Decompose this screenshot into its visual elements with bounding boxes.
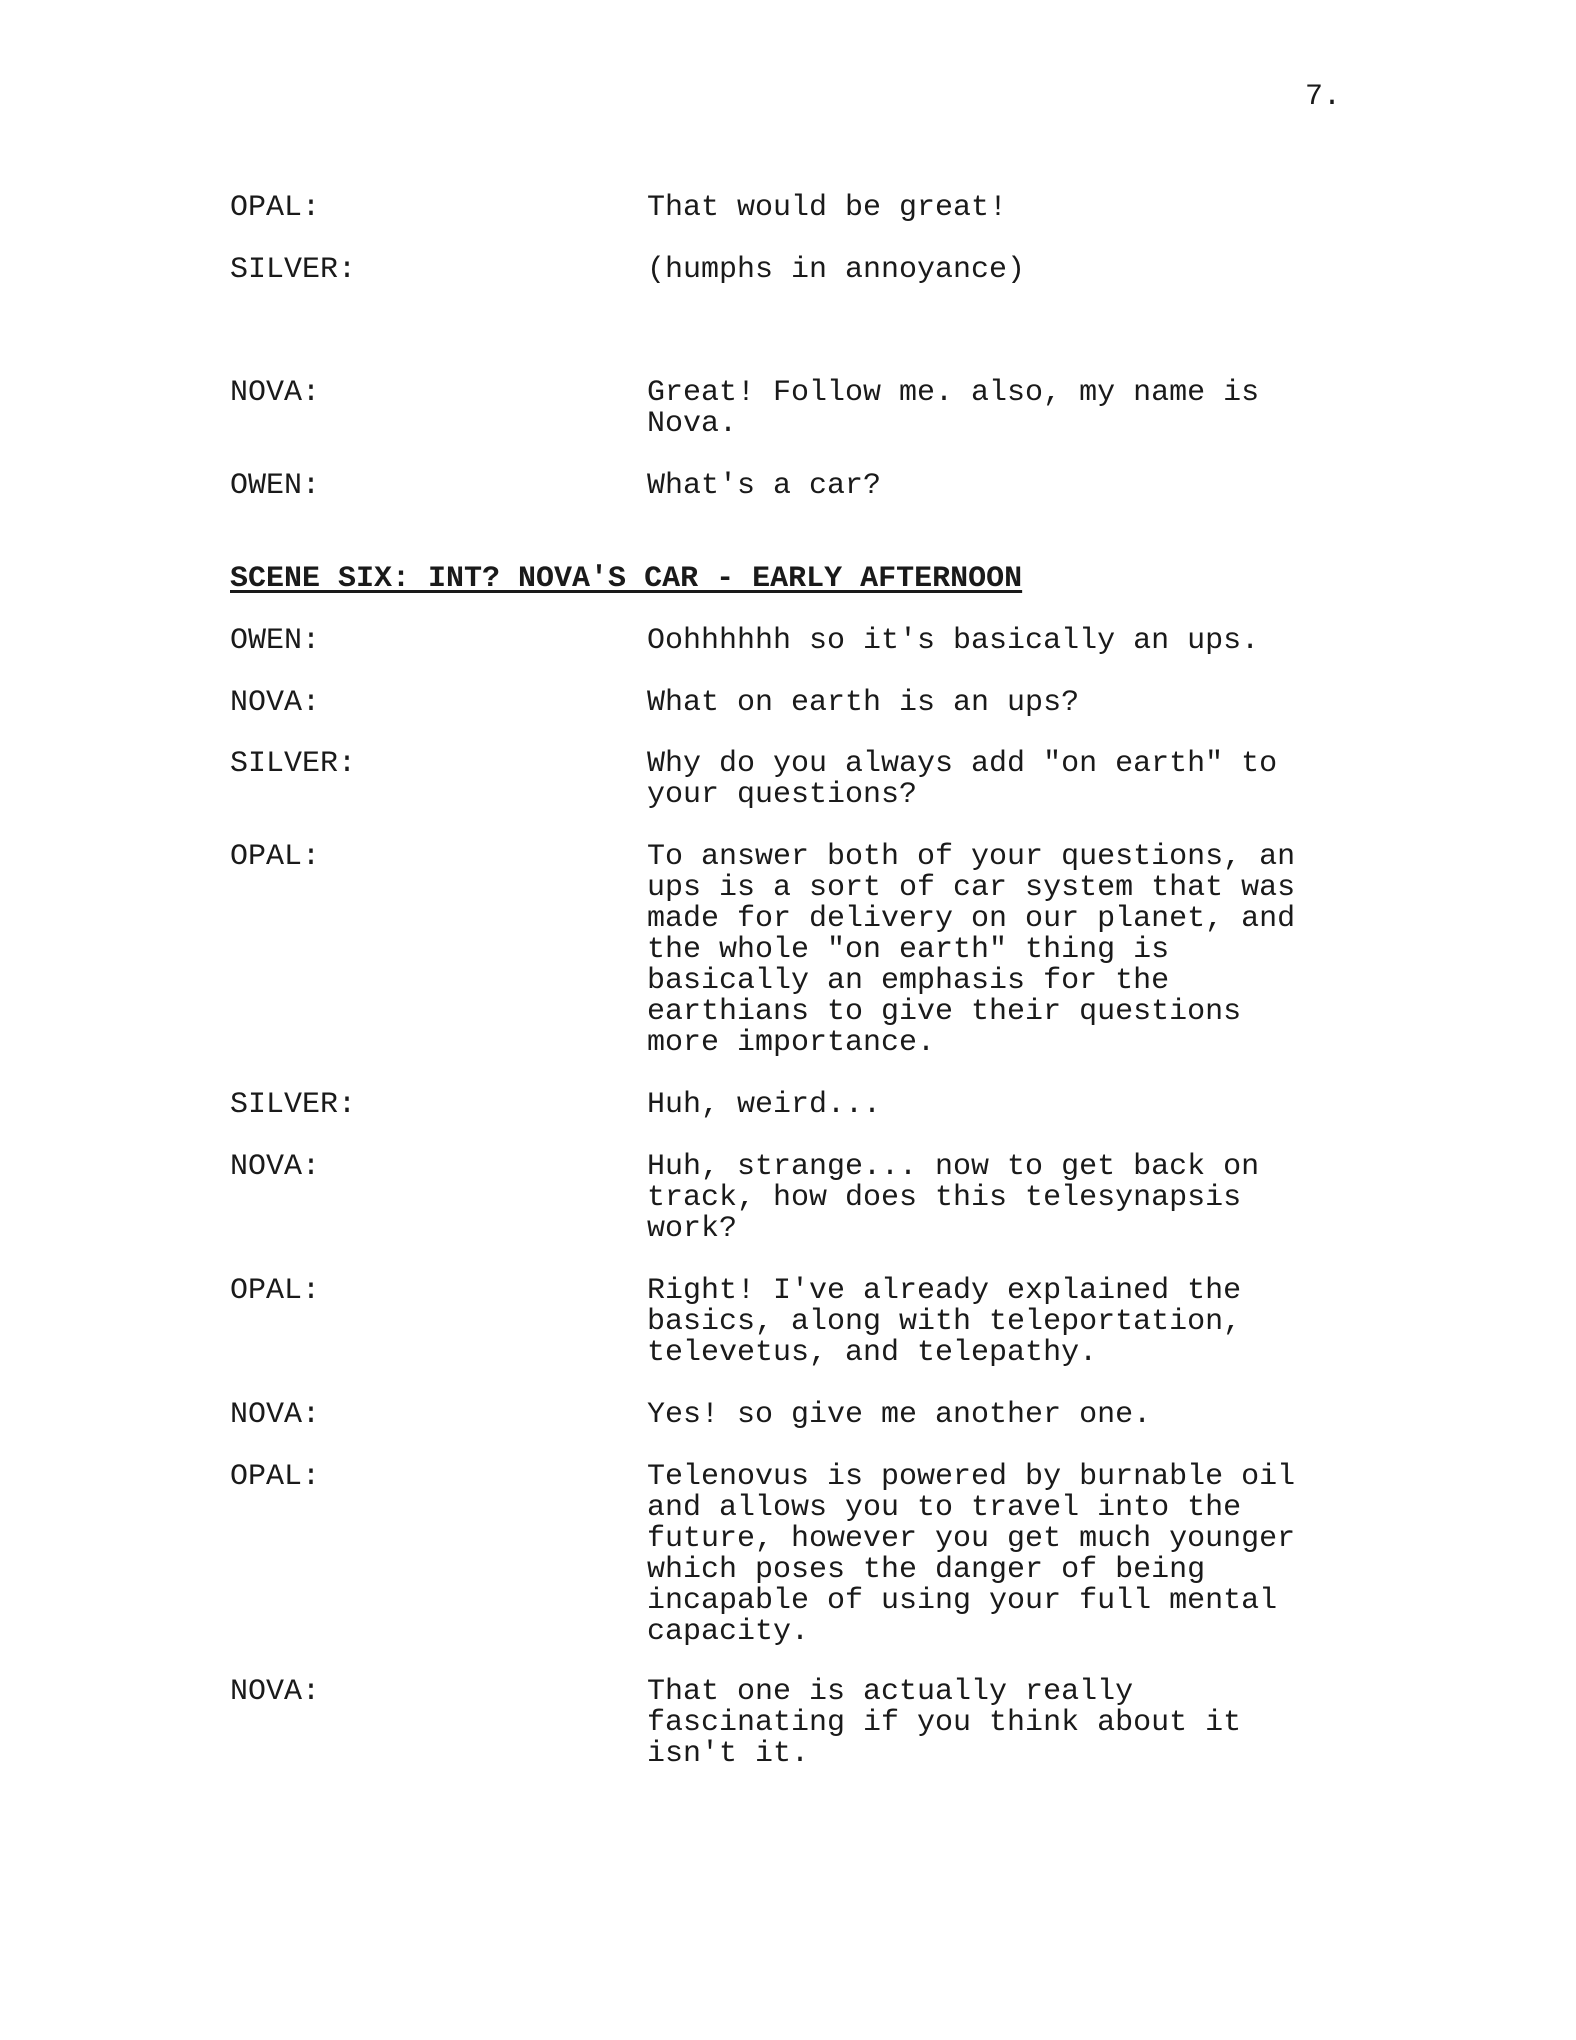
page-number: 7. xyxy=(1305,80,1342,114)
dialogue-line: To answer both of your questions, an xyxy=(647,840,1296,874)
dialogue-line: capacity. xyxy=(647,1615,810,1649)
dialogue-line: basics, along with teleportation, xyxy=(647,1305,1242,1339)
dialogue-line: Right! I've already explained the xyxy=(647,1274,1242,1308)
dialogue-line: more importance. xyxy=(647,1026,936,1060)
character-name: OWEN: xyxy=(230,624,321,658)
dialogue-line: Nova. xyxy=(647,407,738,441)
character-name: SILVER: xyxy=(230,1088,357,1122)
dialogue-line: incapable of using your full mental xyxy=(647,1584,1278,1618)
dialogue-line: which poses the danger of being xyxy=(647,1553,1206,1587)
dialogue-line: made for delivery on our planet, and xyxy=(647,902,1296,936)
character-name: NOVA: xyxy=(230,1675,321,1709)
dialogue-line: That one is actually really xyxy=(647,1675,1134,1709)
dialogue-line: Telenovus is powered by burnable oil xyxy=(647,1460,1296,1494)
dialogue-line: isn't it. xyxy=(647,1737,810,1771)
dialogue-line: televetus, and telepathy. xyxy=(647,1336,1098,1370)
dialogue-line: Great! Follow me. also, my name is xyxy=(647,376,1260,410)
dialogue-line: Yes! so give me another one. xyxy=(647,1398,1152,1432)
dialogue-line: ups is a sort of car system that was xyxy=(647,871,1296,905)
character-name: OPAL: xyxy=(230,840,321,874)
dialogue-line: work? xyxy=(647,1212,738,1246)
character-name: NOVA: xyxy=(230,376,321,410)
character-name: SILVER: xyxy=(230,253,357,287)
dialogue-line: Oohhhhhh so it's basically an ups. xyxy=(647,624,1260,658)
dialogue-line: and allows you to travel into the xyxy=(647,1491,1242,1525)
character-name: NOVA: xyxy=(230,1150,321,1184)
character-name: NOVA: xyxy=(230,1398,321,1432)
dialogue-line: future, however you get much younger xyxy=(647,1522,1296,1556)
character-name: OPAL: xyxy=(230,1274,321,1308)
dialogue-line: What on earth is an ups? xyxy=(647,686,1080,720)
dialogue-line: That would be great! xyxy=(647,191,1008,225)
scene-heading: SCENE SIX: INT? NOVA'S CAR - EARLY AFTERNOON xyxy=(230,562,1023,596)
dialogue-line: earthians to give their questions xyxy=(647,995,1242,1029)
dialogue-line: Huh, weird... xyxy=(647,1088,882,1122)
dialogue-line: basically an emphasis for the xyxy=(647,964,1170,998)
dialogue-line: Huh, strange... now to get back on xyxy=(647,1150,1260,1184)
character-name: SILVER: xyxy=(230,747,357,781)
character-name: OPAL: xyxy=(230,191,321,225)
dialogue-line: What's a car? xyxy=(647,469,882,503)
dialogue-line: your questions? xyxy=(647,778,918,812)
dialogue-line: fascinating if you think about it xyxy=(647,1706,1242,1740)
character-name: OPAL: xyxy=(230,1460,321,1494)
dialogue-line: (humphs in annoyance) xyxy=(647,253,1026,287)
character-name: OWEN: xyxy=(230,469,321,503)
dialogue-line: track, how does this telesynapsis xyxy=(647,1181,1242,1215)
dialogue-line: the whole "on earth" thing is xyxy=(647,933,1170,967)
dialogue-line: Why do you always add "on earth" to xyxy=(647,747,1278,781)
character-name: NOVA: xyxy=(230,686,321,720)
